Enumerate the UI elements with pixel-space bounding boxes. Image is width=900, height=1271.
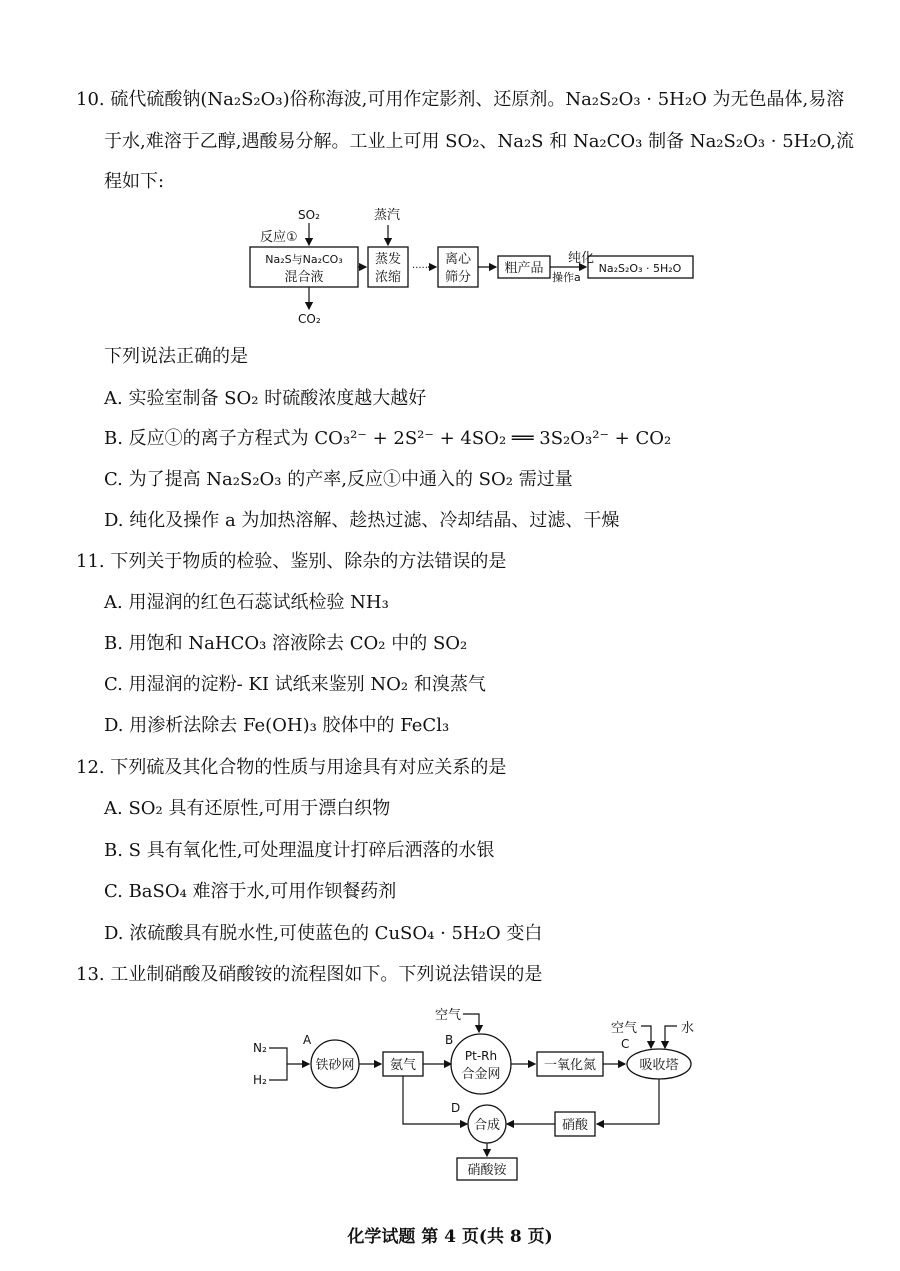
ptrh-line2: 合金网 bbox=[461, 1067, 501, 1082]
mixture-line2: 混合液 bbox=[284, 270, 324, 285]
n2-label: N₂ bbox=[253, 1041, 267, 1055]
q12-option-c: C. BaSO₄ 难溶于水,可用作钡餐药剂 bbox=[104, 881, 397, 902]
ammonium-nitrate: 硝酸铵 bbox=[467, 1163, 507, 1178]
q11-option-a: A. 用湿润的红色石蕊试纸检验 NH₃ bbox=[104, 592, 389, 613]
q10-line1: 10. 硫代硫酸钠(Na₂S₂O₃)俗称海波,可用作定影剂、还原剂。Na₂S₂O₃ · 5H₂O 为无色晶体,易溶 bbox=[76, 89, 845, 110]
steam-label: 蒸汽 bbox=[374, 208, 401, 223]
ammonia: 氨气 bbox=[389, 1058, 417, 1073]
final-product: Na₂S₂O₃ · 5H₂O bbox=[598, 262, 682, 275]
label-c: C bbox=[621, 1037, 630, 1051]
page-footer: 化学试题 第 4 页(共 8 页) bbox=[347, 1227, 553, 1247]
q10-option-b: B. 反应①的离子方程式为 CO₃²⁻ + 2S²⁻ + 4SO₂ ══ 3S₂O₃²⁻ + CO₂ bbox=[104, 428, 672, 449]
q11-option-b: B. 用饱和 NaHCO₃ 溶液除去 CO₂ 中的 SO₂ bbox=[104, 633, 468, 654]
nitric-oxide: 一氧化氮 bbox=[543, 1058, 597, 1073]
centrifuge-line2: 筛分 bbox=[444, 270, 472, 285]
q12-option-b: B. S 具有氧化性,可处理温度计打碎后洒落的水银 bbox=[104, 840, 495, 861]
q12-option-a: A. SO₂ 具有还原性,可用于漂白织物 bbox=[104, 798, 391, 819]
water-label: 水 bbox=[681, 1021, 695, 1036]
flow-dots: ······ bbox=[412, 263, 432, 274]
centrifuge-line1: 离心 bbox=[444, 252, 472, 267]
q13-flowchart bbox=[245, 1002, 705, 1187]
q10-stem: 下列说法正确的是 bbox=[104, 346, 248, 367]
purify-label: 纯化 bbox=[568, 251, 595, 266]
q11-option-c: C. 用湿润的淀粉- KI 试纸来鉴别 NO₂ 和溴蒸气 bbox=[104, 674, 486, 695]
q10-line3: 程如下: bbox=[104, 171, 165, 192]
q10-line2: 于水,难溶于乙醇,遇酸易分解。工业上可用 SO₂、Na₂S 和 Na₂CO₃ 制备 Na₂S₂O₃ · 5H₂O,流 bbox=[104, 131, 854, 152]
q11-stem: 11. 下列关于物质的检验、鉴别、除杂的方法错误的是 bbox=[76, 551, 507, 572]
ptrh-circle bbox=[451, 1034, 511, 1094]
absorber: 吸收塔 bbox=[639, 1058, 679, 1073]
q11-option-d: D. 用渗析法除去 Fe(OH)₃ 胶体中的 FeCl₃ bbox=[104, 715, 450, 736]
q10-option-a: A. 实验室制备 SO₂ 时硫酸浓度越大越好 bbox=[104, 388, 427, 409]
q10-flowchart bbox=[240, 205, 710, 330]
co2-label: CO₂ bbox=[298, 312, 321, 326]
evaporation-line2: 浓缩 bbox=[374, 270, 402, 285]
q13-stem: 13. 工业制硝酸及硝酸铵的流程图如下。下列说法错误的是 bbox=[76, 964, 543, 985]
q10-option-d: D. 纯化及操作 a 为加热溶解、趁热过滤、冷却结晶、过滤、干燥 bbox=[104, 510, 620, 531]
crude-product: 粗产品 bbox=[504, 261, 544, 276]
q12-option-d: D. 浓硫酸具有脱水性,可使蓝色的 CuSO₄ · 5H₂O 变白 bbox=[104, 923, 543, 944]
iron-net: 铁砂网 bbox=[315, 1058, 355, 1073]
q10-option-c: C. 为了提高 Na₂S₂O₃ 的产率,反应①中通入的 SO₂ 需过量 bbox=[104, 469, 573, 490]
air2-label: 空气 bbox=[611, 1021, 638, 1036]
label-d: D bbox=[451, 1101, 461, 1115]
evaporation-line1: 蒸发 bbox=[374, 252, 402, 267]
q12-stem: 12. 下列硫及其化合物的性质与用途具有对应关系的是 bbox=[76, 757, 507, 778]
label-b: B bbox=[445, 1033, 454, 1047]
so2-label: SO₂ bbox=[298, 208, 320, 222]
operation-a-label: 操作a bbox=[552, 271, 581, 284]
synthesis: 合成 bbox=[473, 1118, 501, 1133]
nitric-acid: 硝酸 bbox=[561, 1118, 589, 1133]
ptrh-line1: Pt-Rh bbox=[464, 1049, 498, 1063]
air1-label: 空气 bbox=[435, 1008, 462, 1023]
label-a: A bbox=[303, 1033, 312, 1047]
reaction1-label: 反应① bbox=[260, 230, 298, 245]
h2-label: H₂ bbox=[253, 1073, 267, 1087]
mixture-line1: Na₂S与Na₂CO₃ bbox=[265, 253, 343, 266]
